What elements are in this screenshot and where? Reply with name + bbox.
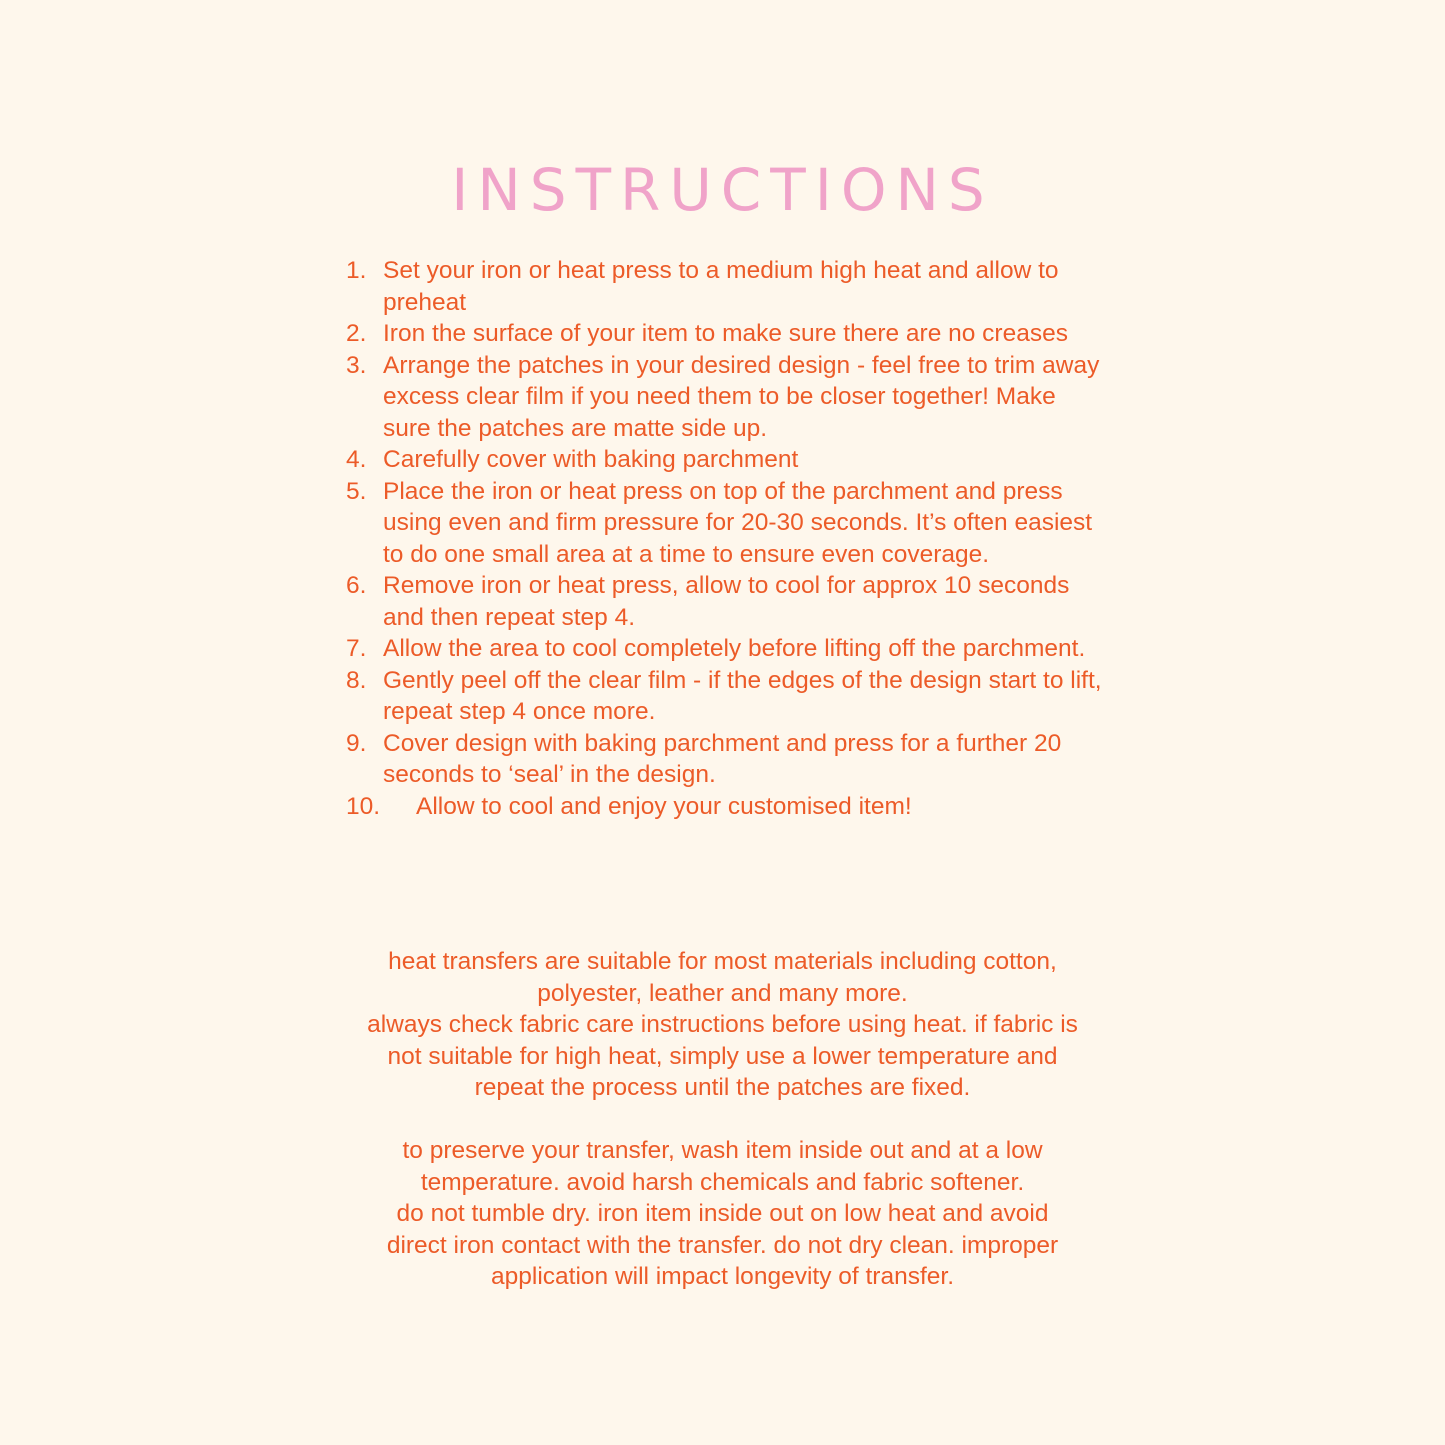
materials-note-line: always check fabric care instructions before using heat. if fabric is xyxy=(367,1011,1078,1038)
list-item xyxy=(346,350,1106,445)
materials-note-line: heat transfers are suitable for most materials including cotton, xyxy=(388,948,1057,975)
step-text: Gently peel off the clear film - if the edges of the design start to lift, repeat step 4 once more. xyxy=(383,666,1102,725)
step-number: 3. xyxy=(346,351,367,379)
steps-list xyxy=(346,255,1106,822)
care-note-line: do not tumble dry. iron item inside out on low heat and avoid xyxy=(396,1200,1049,1227)
list-item xyxy=(346,791,1106,823)
materials-note-line: polyester, leather and many more. xyxy=(537,979,908,1007)
list-item xyxy=(346,476,1106,571)
step-text: Allow to cool and enjoy your customised item! xyxy=(416,792,912,820)
step-number: 7. xyxy=(346,635,367,662)
step-number: 4. xyxy=(346,446,367,473)
step-number: 1. xyxy=(346,257,367,284)
list-item xyxy=(346,318,1106,350)
list-item xyxy=(346,665,1106,728)
list-item xyxy=(346,728,1106,791)
step-number: 5. xyxy=(346,477,367,505)
page-title: INSTRUCTIONS xyxy=(451,156,994,224)
step-text: Allow the area to cool completely before lifting off the parchment. xyxy=(383,635,1086,662)
step-text: Iron the surface of your item to make sure there are no creases xyxy=(383,320,1068,347)
step-number: 10. xyxy=(346,792,381,820)
care-note-line: direct iron contact with the transfer. do not dry clean. improper xyxy=(386,1231,1059,1259)
list-item xyxy=(346,255,1106,318)
step-text: Carefully cover with baking parchment xyxy=(383,446,799,473)
care-note xyxy=(0,1135,1445,1293)
care-note-line: temperature. avoid harsh chemicals and fabric softener. xyxy=(420,1168,1025,1196)
materials-note xyxy=(0,946,1445,1104)
step-number: 6. xyxy=(346,572,367,599)
list-item xyxy=(346,570,1106,633)
step-number: 2. xyxy=(346,320,367,347)
step-text: Place the iron or heat press on top of the parchment and press using even and firm pressure for 20-30 seconds. It’s often easiest to do one small area at a time to ensure even coverage. xyxy=(383,477,1093,568)
step-text: Cover design with baking parchment and press for a further 20 seconds to ‘seal’ in the design. xyxy=(383,729,1062,788)
step-text: Remove iron or heat press, allow to cool for approx 10 seconds and then repeat step 4. xyxy=(383,572,1070,631)
materials-note-line: not suitable for high heat, simply use a lower temperature and xyxy=(387,1042,1058,1070)
materials-note-line: repeat the process until the patches are fixed. xyxy=(474,1074,971,1101)
care-note-line: application will impact longevity of transfer. xyxy=(491,1263,954,1290)
step-number: 8. xyxy=(346,666,367,694)
list-item xyxy=(346,444,1106,476)
list-item xyxy=(346,633,1106,665)
step-number: 9. xyxy=(346,729,367,757)
care-note-line: to preserve your transfer, wash item inside out and at a low xyxy=(402,1137,1043,1164)
step-text: Arrange the patches in your desired design - feel free to trim away excess clear film if you need them to be closer together! Make sure the patches are matte side up. xyxy=(383,351,1100,442)
step-text: Set your iron or heat press to a medium high heat and allow to preheat xyxy=(383,257,1059,316)
